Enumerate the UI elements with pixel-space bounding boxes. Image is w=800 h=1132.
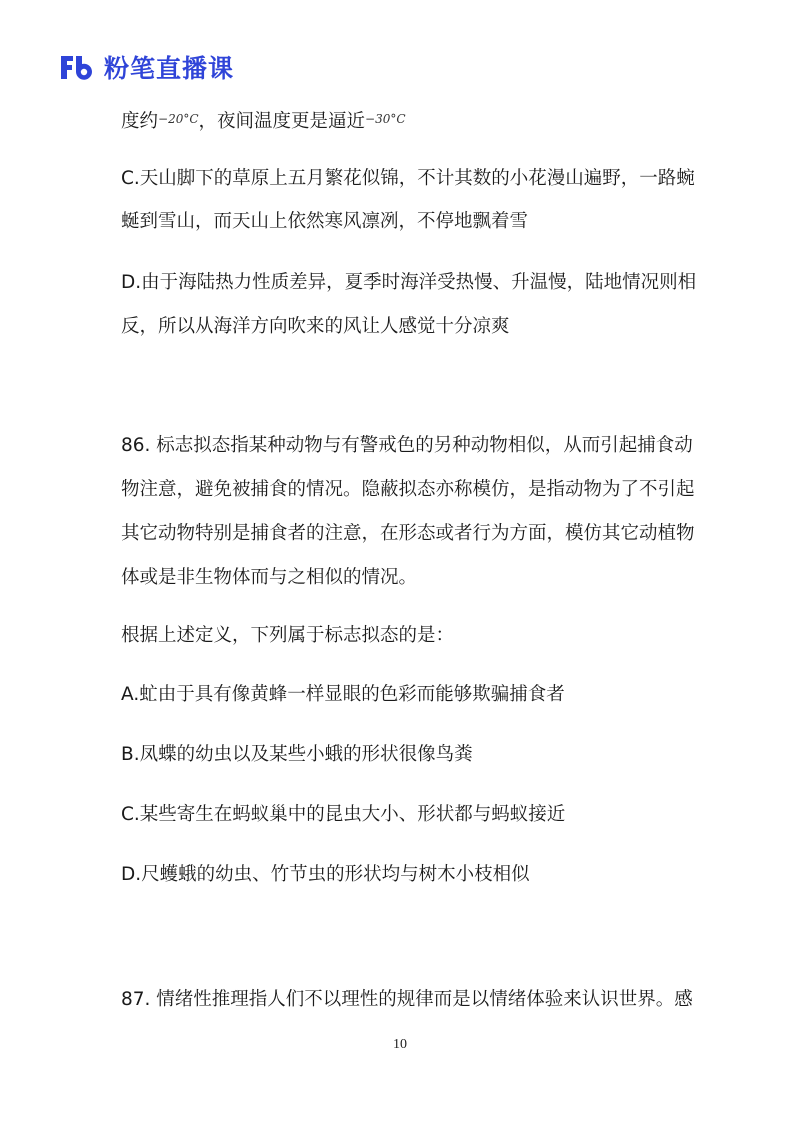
q86-option-c: C.某些寄生在蚂蚁巢中的昆虫大小、形状都与蚂蚁接近	[121, 804, 566, 825]
math-temperature-day: −20°C	[158, 112, 199, 126]
prev-option-c-line-2: 蜒到雪山，而天山上依然寒风凛冽，不停地飘着雪	[121, 211, 529, 232]
fb-logo-icon	[58, 52, 98, 82]
text-segment: 度约	[121, 111, 159, 132]
q86-option-b: B.凤蝶的幼虫以及某些小蛾的形状很像鸟粪	[121, 744, 473, 765]
q86-stem-line-4: 体或是非生物体而与之相似的情况。	[121, 567, 418, 588]
prev-temperature-line	[121, 106, 406, 135]
prev-option-d-line-1: D.由于海陆热力性质差异，夏季时海洋受热慢、升温慢，陆地情况则相	[121, 272, 697, 293]
text-segment: ，夜间温度更是逼近	[198, 111, 366, 132]
page-number: 10	[393, 1037, 407, 1052]
q86-option-d: D.尺蠖蛾的幼虫、竹节虫的形状均与树木小枝相似	[121, 864, 530, 885]
prev-option-c-line-1: C.天山脚下的草原上五月繁花似锦，不计其数的小花漫山遍野，一路蜿	[121, 168, 695, 189]
prev-option-d-line-2: 反，所以从海洋方向吹来的风让人感觉十分凉爽	[121, 316, 510, 337]
brand-name: 粉笔直播课	[104, 54, 235, 83]
q86-option-a: A.虻由于具有像黄蜂一样显眼的色彩而能够欺骗捕食者	[121, 684, 565, 705]
q86-prompt: 根据上述定义，下列属于标志拟态的是：	[121, 625, 455, 646]
q87-stem-line-1: 87. 情绪性推理指人们不以理性的规律而是以情绪体验来认识世界。感	[121, 989, 693, 1010]
q86-stem-line-1: 86. 标志拟态指某种动物与有警戒色的另种动物相似，从而引起捕食动	[121, 435, 693, 456]
math-temperature-night: −30°C	[365, 112, 406, 126]
q86-stem-line-3: 其它动物特别是捕食者的注意，在形态或者行为方面，模仿其它动植物	[121, 523, 695, 544]
brand-logo	[58, 50, 234, 84]
q86-stem-line-2: 物注意，避免被捕食的情况。隐蔽拟态亦称模仿，是指动物为了不引起	[121, 479, 695, 500]
